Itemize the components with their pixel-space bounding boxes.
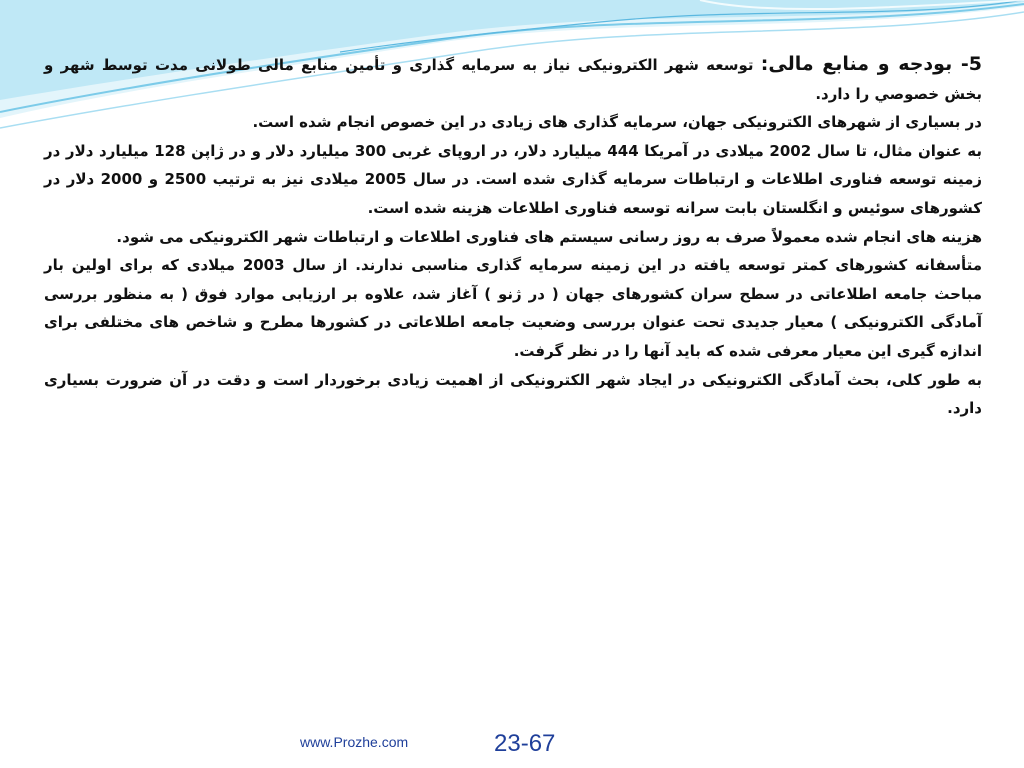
- body-paragraph: به طور کلی، بحث آمادگی الکترونیکی در ایجاد شهر الکترونیکی از اهمیت زیادی برخوردار است و دقت در آن ضرورت بسیاری دارد.: [44, 370, 982, 418]
- footer-website-link[interactable]: www.Prozhe.com: [300, 734, 409, 750]
- page-number: 23-67: [494, 730, 556, 757]
- section-heading-text: توسعه شهر الکترونیکی نیاز به سرمایه گذاری و تأمین منابع مالی طولانی مدت توسط شهر و بخش خصوصي را دارد.: [44, 56, 982, 103]
- body-paragraph: هزینه های انجام شده معمولاً صرف به روز رسانی سیستم های فناوری اطلاعات و ارتباطات شهر الکترونیکی می شود.: [116, 227, 982, 246]
- section-heading-title: 5- بودجه و منابع مالی:: [760, 53, 982, 75]
- slide-body: [44, 50, 982, 423]
- body-paragraph: به عنوان مثال، تا سال 2002 میلادی در آمریکا 444 میلیارد دلار، در اروپای غربی 300 میلیارد دلار و در ژاپن 128 میلیارد دلار در زمینه توسعه فناوری اطلاعات و ارتباطات سرمایه گذاری شده است. در سال 2005 میلادی نیز به ترتیب 2500 و 2000 دلار در کشورهای سوئیس و انگلستان بابت سرانه توسعه فناوری اطلاعات هزینه شده است.: [44, 141, 982, 217]
- body-paragraph: در بسیاری از شهرهای الکترونیکی جهان، سرمایه گذاری های زیادی در این خصوص انجام شده است.: [252, 113, 982, 132]
- body-paragraph: متأسفانه کشورهای کمتر توسعه یافته در این زمینه سرمایه گذاری مناسبی ندارند. از سال 2003 میلادی که برای اولین بار مباحث جامعه اطلاعاتی در سطح سران کشورهای جهان ( در ژنو ) آغاز شد، علاوه بر ارزیابی موارد فوق ( به منظور بررسی آمادگی الکترونیکی ) معیار جدیدی تحت عنوان بررسی وضعیت جامعه اطلاعاتی در کشورها مطرح و شاخص های مختلفی برای اندازه گیری این معیار معرفی شده که باید آنها را در نظر گرفت.: [44, 256, 983, 360]
- section-heading-paragraph: [44, 50, 982, 108]
